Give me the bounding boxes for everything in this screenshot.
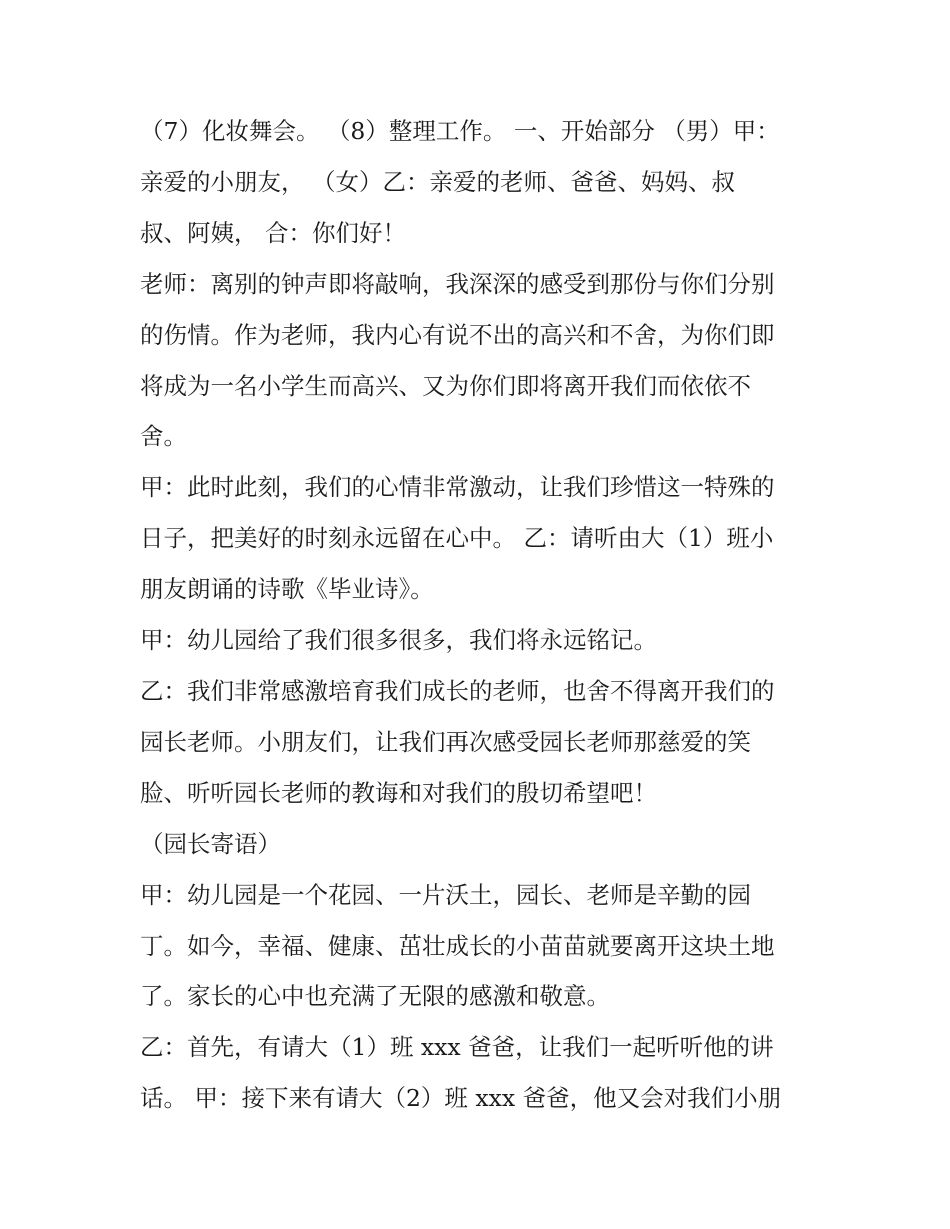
text-line: 朋友朗诵的诗歌《毕业诗》。 <box>140 575 434 604</box>
text-line: （园长寄语） <box>140 829 281 858</box>
text-line: 乙：我们非常感激培育我们成长的老师，也舍不得离开我们的 <box>140 676 775 705</box>
text-line: 甲：幼儿园是一个花园、一片沃土，园长、老师是辛勤的园 <box>140 880 751 909</box>
text-line: 话。 甲：接下来有请大（2）班 xxx 爸爸，他又会对我们小朋 <box>140 1084 782 1113</box>
text-line: 舍。 <box>140 422 187 451</box>
text-line: 园长老师。小朋友们，让我们再次感受园长老师那慈爱的笑 <box>140 727 751 756</box>
text-line: （7）化妆舞会。 （8）整理工作。 一、开始部分 （男）甲： <box>140 117 780 145</box>
text-line: 将成为一名小学生而高兴、又为你们即将离开我们而依依不 <box>140 371 751 400</box>
text-line: 叔、阿姨， 合：你们好！ <box>140 218 406 247</box>
text-line: 的伤情。作为老师，我内心有说不出的高兴和不舍，为你们即 <box>140 320 775 349</box>
text-line: 甲：此时此刻，我们的心情非常激动，让我们珍惜这一特殊的 <box>140 473 775 502</box>
text-line: 脸、听听园长老师的教诲和对我们的殷切希望吧！ <box>140 778 657 807</box>
text-line: 日子，把美好的时刻永远留在心中。 乙：请听由大（1）班小 <box>140 524 774 553</box>
text-line: 老师：离别的钟声即将敲响，我深深的感受到那份与你们分别 <box>140 269 775 298</box>
text-line: 甲：幼儿园给了我们很多很多，我们将永远铭记。 <box>140 626 657 655</box>
text-line: 亲爱的小朋友， （女）乙：亲爱的老师、爸爸、妈妈、叔 <box>140 167 735 196</box>
text-line: 乙：首先，有请大（1）班 xxx 爸爸，让我们一起听听他的讲 <box>140 1033 774 1062</box>
text-line: 丁。如今，幸福、健康、茁壮成长的小苗苗就要离开这块土地 <box>140 931 775 960</box>
document-body <box>140 106 815 1124</box>
text-line: 了。家长的心中也充满了无限的感激和敬意。 <box>140 982 610 1011</box>
